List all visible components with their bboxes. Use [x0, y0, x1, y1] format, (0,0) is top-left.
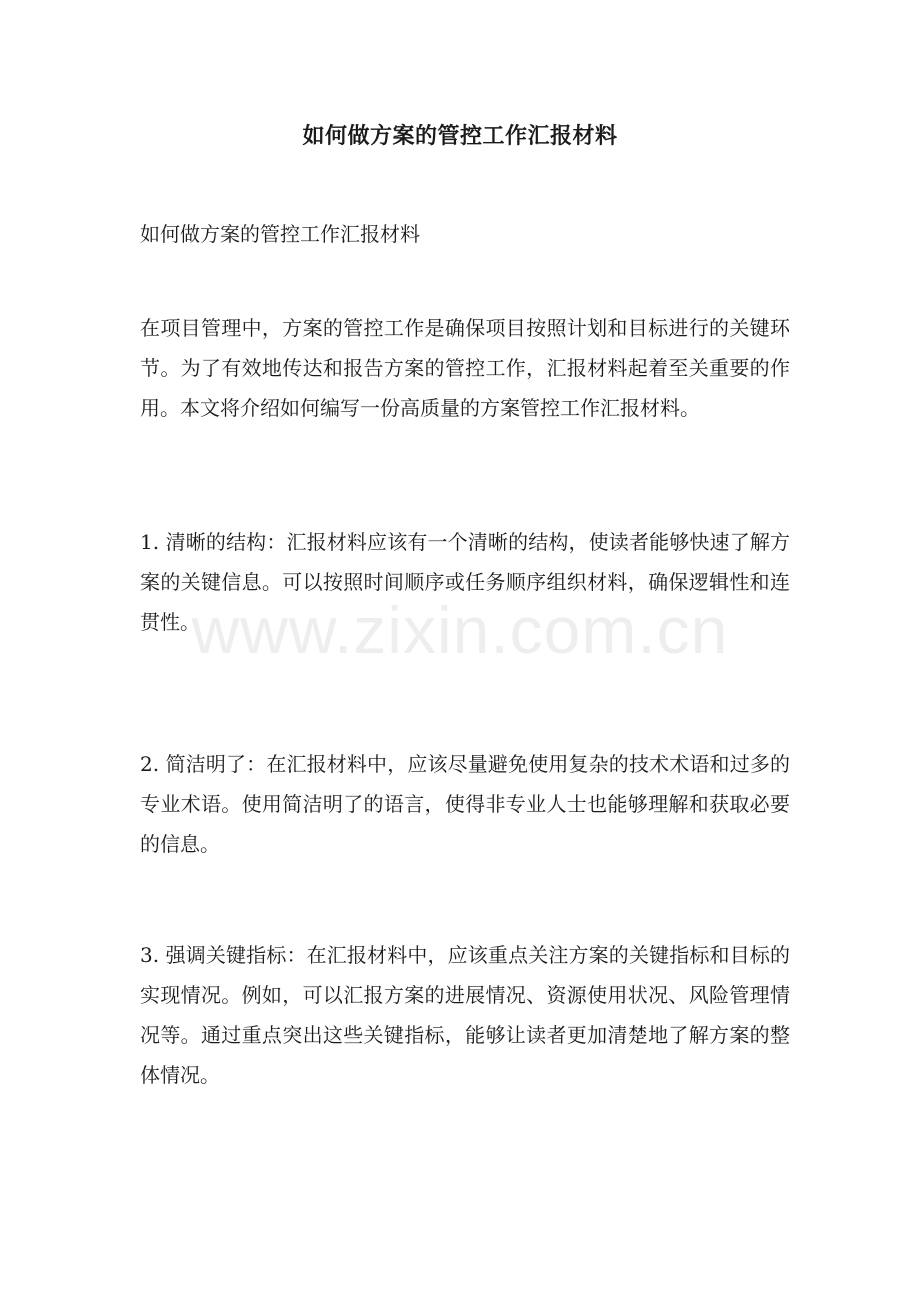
item-clear-structure: 1. 清晰的结构：汇报材料应该有一个清晰的结构，使读者能够快速了解方案的关键信息。可以按照时间顺序或任务顺序组织材料，确保逻辑性和连贯性。	[140, 530, 790, 634]
document-subtitle	[140, 214, 790, 254]
intro-text: 在项目管理中，方案的管控工作是确保项目按照计划和目标进行的关键环节。为了有效地传达和报告方案的管控工作，汇报材料起着至关重要的作用。本文将介绍如何编写一份高质量的方案管控工作汇报材料。	[140, 316, 790, 420]
item-key-indicators: 3. 强调关键指标：在汇报材料中，应该重点关注方案的关键指标和目标的实现情况。例如，可以汇报方案的进展情况、资源使用状况、风险管理情况等。通过重点突出这些关键指标，能够让读者更加清楚地了解方案的整体情况。	[140, 943, 790, 1087]
document-title: 如何做方案的管控工作汇报材料	[302, 123, 618, 149]
list-item	[140, 522, 790, 642]
item-concise: 2. 简洁明了：在汇报材料中，应该尽量避免使用复杂的技术术语和过多的专业术语。使用简洁明了的语言，使得非专业人士也能够理解和获取必要的信息。	[140, 752, 790, 856]
intro-paragraph	[140, 308, 790, 428]
list-item	[140, 935, 790, 1095]
subtitle-text: 如何做方案的管控工作汇报材料	[140, 222, 420, 246]
list-item	[140, 744, 790, 864]
watermark: www.zixin.com.cn	[191, 593, 729, 667]
